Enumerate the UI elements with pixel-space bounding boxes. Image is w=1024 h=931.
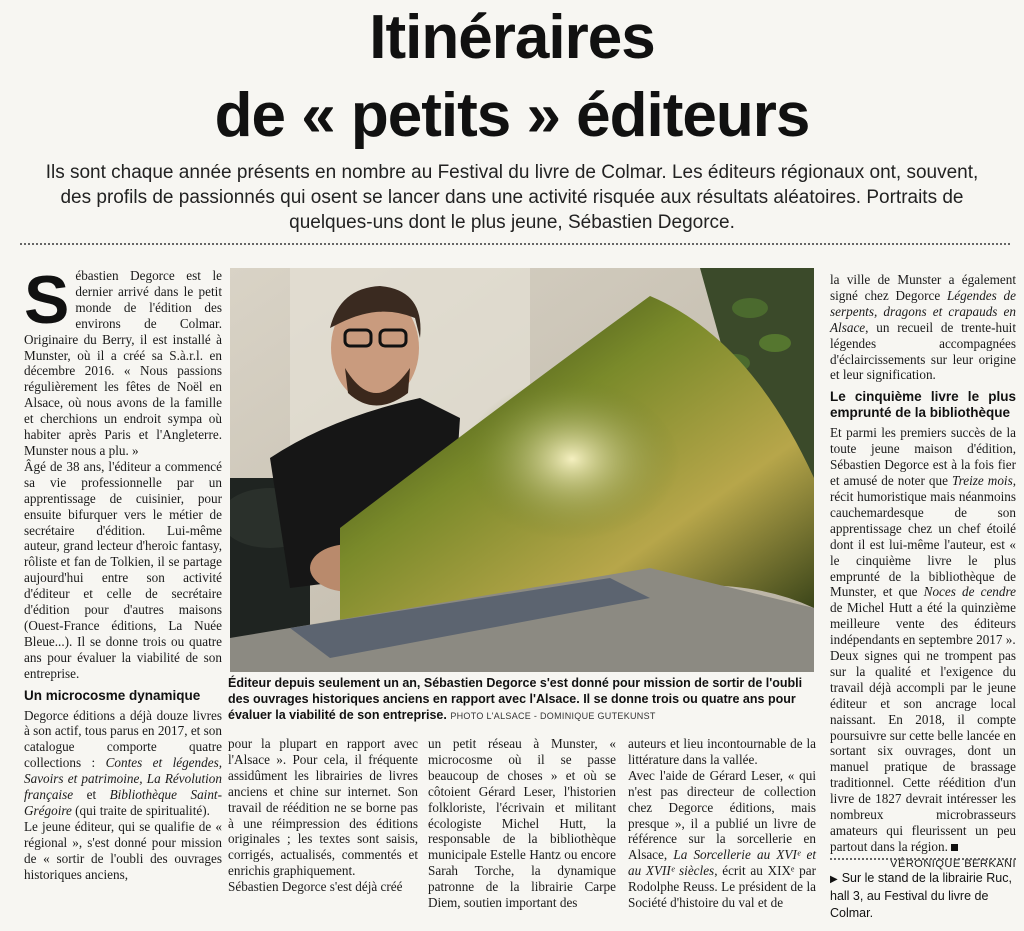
section-heading: Le cinquième livre le plus emprunté de la bibliothèque bbox=[830, 389, 1016, 421]
headline-line-1: Itinéraires bbox=[369, 3, 655, 72]
book-title: Noces de cendre bbox=[923, 584, 1016, 600]
caption-text: Éditeur depuis seulement un an, Sébastien Degorce s'est donné pour mission de sortir de l'oubli des ouvrages historiques anciens en rapport avec l'Alsace. Il se donne trois ou quatre ans pour évaluer la viabilité de son entreprise. bbox=[228, 676, 803, 722]
article-column-5 bbox=[830, 272, 1016, 873]
author-signature: VÉRONIQUE BERKANI bbox=[890, 857, 1016, 870]
article-column-3 bbox=[428, 736, 616, 911]
book-title: Légendes de serpents, dragons et crapauds en Alsace bbox=[830, 287, 1016, 335]
article-column-1 bbox=[24, 262, 222, 883]
paragraph-text: Degorce éditions a déjà douze livres à son actif, tous parus en 2017, et son catalogue comporte quatre collections : bbox=[24, 707, 222, 771]
info-text: Sur le stand de la librairie Ruc, hall 3, au Festival du livre de Colmar. bbox=[830, 871, 1012, 920]
paragraph-text: (qui traite de spiritualité). bbox=[71, 803, 210, 818]
book-title: Treize mois bbox=[952, 473, 1013, 489]
paragraph-text: , un recueil de trente-huit légendes accompagnées d'éclaircissements sur leur origine et leur signification. bbox=[830, 319, 1016, 383]
end-mark-icon bbox=[951, 844, 958, 851]
paragraph bbox=[628, 768, 816, 911]
standfirst: Ils sont chaque année présents en nombre au Festival du livre de Colmar. Les éditeurs régionaux ont, souvent, des profils de passionnés qui osent se lancer dans une activité risquée aux résultats aléatoires. Portraits de quelques-uns dont le plus jeune, Sébastien Degorce. bbox=[45, 162, 979, 233]
paragraph bbox=[24, 262, 222, 459]
section-heading: Un microcosme dynamique bbox=[24, 687, 201, 703]
headline-line-2: de « petits » éditeurs bbox=[214, 81, 810, 150]
paragraph: un petit réseau à Munster, « microcosme où il se passe beaucoup de choses » et où se côtoient Gérard Leser, l'historien folkloriste, l'écrivain et militant écologiste Michel Hutt, la responsable de la bibliothèque municipale Estelle Hantz ou encore Sarah Torche, la dynamique patronne de la librairie Carpe Diem, soutien important des bbox=[428, 736, 616, 911]
collection-titles: Contes et légendes, Savoirs et patrimoine, La Révolution française bbox=[24, 755, 222, 803]
paragraph-text: Avec l'aide de Gérard Leser, « qui n'est pas directeur de collection chez Degorce éditions, mais presque », il a publié un livre de référence sur la sorcellerie en Alsace, bbox=[628, 767, 816, 863]
arrow-right-icon: ▶ bbox=[830, 874, 838, 885]
dotted-separator bbox=[20, 243, 1010, 245]
paragraph: Sébastien Degorce s'est déjà créé bbox=[228, 879, 403, 895]
photo-caption bbox=[228, 675, 818, 724]
paragraph: Le jeune éditeur, qui se qualifie de « régional », s'est donné pour mission de « sortir de l'oubli des ouvrages historiques anciens, bbox=[24, 818, 222, 882]
paragraph-text: la ville de Munster a également signé chez Degorce bbox=[830, 272, 1016, 303]
paragraph-text: de Michel Hutt a été la quinzième meilleure vente des éditeurs indépendants en septembre 2017 ». bbox=[830, 600, 1016, 648]
info-box bbox=[830, 870, 1020, 922]
paragraph-text: , récit humoristique mais néanmoins cauchemardesque de son apprentissage chez un chef étoilé dont il est lui-même l'auteur, est « le cinquième livre le plus emprunté de la bibliothèque de Munster, et que bbox=[830, 473, 1016, 600]
drop-cap: S bbox=[24, 262, 70, 338]
article-photo bbox=[230, 268, 814, 672]
paragraph-text: Deux signes qui ne trompent pas sur la qualité et l'exigence du travail déjà accompli par le jeune éditeur et son ancrage local naissant. En 2018, il compte poursuivre sur cette belle lancée en sortant six ouvrages, dont un manuel pratique de brassage traditionnel. Cette réédition d'un livre de 1827 devrait intéresser les nombreux microbrasseurs amateurs qui fleurissent un peu partout dans la région. bbox=[830, 648, 1016, 854]
paragraph-text: ébastien Degorce est le dernier arrivé dans le petit monde de l'édition des environs de Colmar. Originaire du Berry, il est installé à Munster, où il a créé sa S.à.r.l. en décembre 2016. « Nous passions régulièrement les fêtes de Noël en Alsace, où nous avons de la famille et cherchions un endroit sympa où habiter après Paris et l'Angleterre. Munster nous a plu. » bbox=[24, 268, 222, 458]
paragraph-text: , écrit au XIXᵉ par Rodolphe Reuss. Le président de la Société d'histoire du val et de bbox=[628, 863, 816, 911]
collection-title: Bibliothèque Saint-Grégoire bbox=[24, 787, 222, 818]
paragraph bbox=[830, 648, 1016, 855]
dotted-separator bbox=[830, 858, 1016, 860]
paragraph: pour la plupart en rapport avec l'Alsace ». Pour cela, il fréquente assidûment les librairies de livres anciens et chine sur internet. Son travail de réédition ne se borne pas à une réimpression des éditions originales ; les textes sont saisis, corrigés, actualisés, commentés et enrichis graphiquement. bbox=[228, 736, 418, 879]
paragraph bbox=[830, 425, 1016, 648]
paragraph-text: et bbox=[73, 787, 110, 803]
paragraph bbox=[24, 708, 222, 819]
paragraph bbox=[830, 272, 1016, 383]
photo-credit: PHOTO L'ALSACE - DOMINIQUE GUTEKUNST bbox=[450, 711, 656, 721]
book-title: La Sorcellerie au XVIᵉ et au XVIIᵉ siècles bbox=[628, 847, 816, 879]
article-column-2 bbox=[228, 736, 418, 895]
paragraph: Âgé de 38 ans, l'éditeur a commencé sa vie professionnelle par un apprentissage de cuisinier, pour ensuite bifurquer vers le métier de secrétaire d'édition. Lui-même auteur, grand lecteur d'heroic fantasy, rôliste et fan de Tolkien, il se partage aujourd'hui entre son activité d'éditeur et celle de secrétaire d'édition pour d'autres maisons (Ouest-France éditions, La Nuée Bleue...). Il se donne trois ou quatre ans pour évaluer la viabilité de son entreprise. bbox=[24, 458, 222, 681]
paragraph: auteurs et lieu incontournable de la littérature dans la vallée. bbox=[628, 736, 816, 767]
photo-illustration bbox=[230, 268, 814, 672]
article-column-4 bbox=[628, 736, 816, 911]
paragraph-text: Et parmi les premiers succès de la toute jeune maison d'édition, Sébastien Degorce est à la fois fier et amusé de noter que bbox=[830, 425, 1016, 489]
